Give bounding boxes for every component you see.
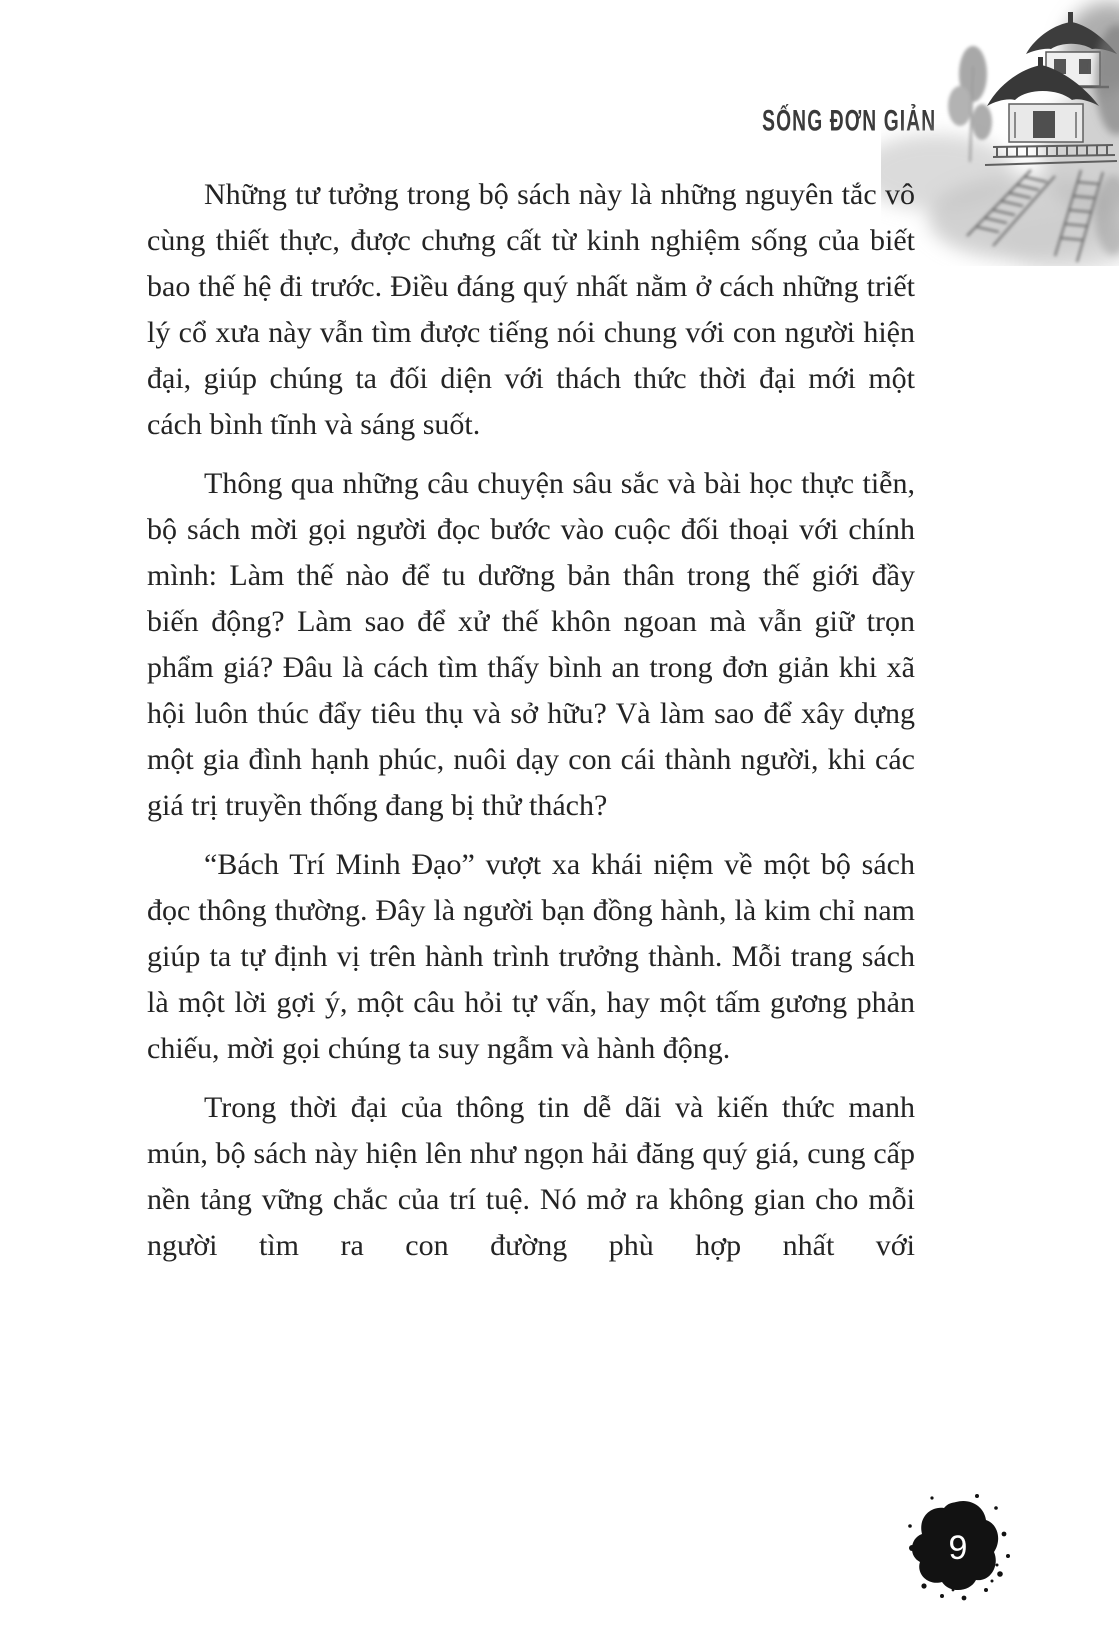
paragraph: Trong thời đại của thông tin dễ dãi và kiến thức manh mún, bộ sách này hiện lên như ngọn hải đăng quý giá, cung cấp nền tảng vững chắc của trí tuệ. Nó mở ra không gian cho mỗi người tìm ra con đường phù hợp nhất với [147, 1091, 915, 1262]
pagoda-ink-illustration [881, 0, 1119, 266]
page-number: 9 [948, 1529, 968, 1567]
page-number-inkblot [898, 1486, 1020, 1608]
paragraph: Thông qua những câu chuyện sâu sắc và bài học thực tiễn, bộ sách mời gọi người đọc bước vào cuộc đối thoại với chính mình: Làm thế nào để tu dưỡng bản thân trong thế giới đầy biến động? Làm sao để xử thế khôn ngoan mà vẫn giữ trọn phẩm giá? Đâu là cách tìm thấy bình an trong đơn giản khi xã hội luôn thúc đẩy tiêu thụ và sở hữu? Và làm sao để xây dựng một gia đình hạnh phúc, nuôi dạy con cái thành người, khi các giá trị truyền thống đang bị thử thách? [147, 467, 915, 822]
paragraph: Những tư tưởng trong bộ sách này là những nguyên tắc vô cùng thiết thực, được chưng cất từ kinh nghiệm sống của biết bao thế hệ đi trước. Điều đáng quý nhất nằm ở cách những triết lý cổ xưa này vẫn tìm được tiếng nói chung với con người hiện đại, giúp chúng ta đối diện với thách thức thời đại mới một cách bình tĩnh và sáng suốt. [147, 178, 915, 441]
running-header-title: SỐNG ĐƠN GIẢN [761, 103, 936, 138]
paragraph: “Bách Trí Minh Đạo” vượt xa khái niệm về một bộ sách đọc thông thường. Đây là người bạn đồng hành, là kim chỉ nam giúp ta tự định vị trên hành trình trưởng thành. Mỗi trang sách là một lời gợi ý, một câu hỏi tự vấn, hay một tấm gương phản chiếu, mời gọi chúng ta suy ngẫm và hành động. [147, 848, 915, 1065]
page-body-text [147, 172, 915, 1282]
